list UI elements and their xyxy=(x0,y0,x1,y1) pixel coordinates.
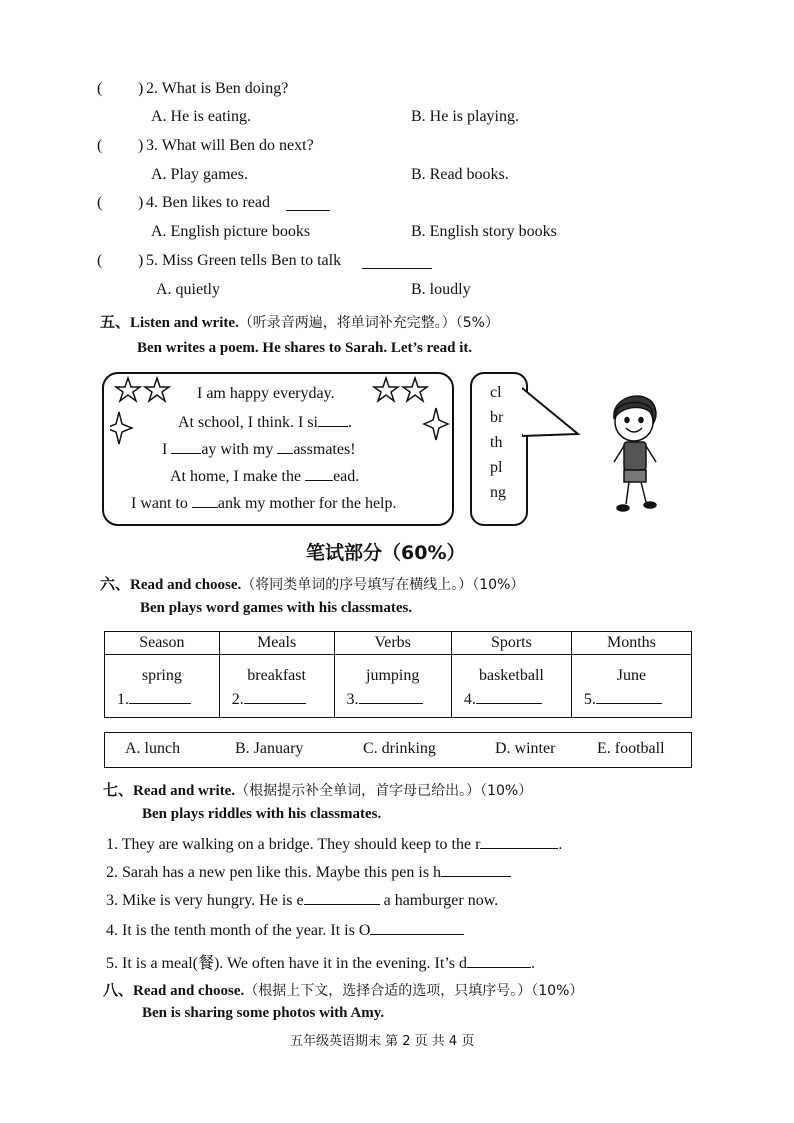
riddle-item: 4. It is the tenth month of the year. It is O xyxy=(106,920,464,940)
word-option: E. football xyxy=(597,740,665,757)
answer-blank[interactable] xyxy=(318,412,348,427)
option-a: A. He is eating. xyxy=(151,108,251,125)
paren-close: ) xyxy=(138,137,144,154)
option-a: A. English picture books xyxy=(151,223,311,240)
poem-line-5: I want to ank my mother for the help. xyxy=(131,495,397,512)
speech-bubble-tail xyxy=(522,380,582,450)
table-row xyxy=(105,655,692,718)
section-6-heading xyxy=(100,573,524,594)
answer-blank[interactable] xyxy=(362,254,432,269)
table-cell xyxy=(105,655,220,718)
answer-blank[interactable] xyxy=(304,890,380,905)
word-option: A. lunch xyxy=(125,740,181,757)
option-b: B. Read books. xyxy=(411,166,509,183)
star-icon xyxy=(374,378,398,401)
answer-slot[interactable]: 2. xyxy=(220,689,334,709)
word-options-box xyxy=(104,732,692,768)
letter-item: th xyxy=(490,434,503,451)
example-word: breakfast xyxy=(247,667,306,684)
riddle-item: 3. Mike is very hungry. He is e a hamburger now. xyxy=(106,892,499,909)
poem-line-4: At home, I make the ead. xyxy=(170,468,360,485)
boy-illustration xyxy=(604,392,666,516)
section-number: 五、 xyxy=(100,313,131,331)
section-instruction: （根据上下文，选择合适的选项，只填序号。）（10%） xyxy=(244,983,584,999)
example-word: basketball xyxy=(478,667,544,684)
column-header: Season xyxy=(105,632,220,655)
sparkle-icon xyxy=(110,412,132,444)
answer-blank[interactable] xyxy=(171,439,201,454)
section-title: Listen and write. xyxy=(130,315,239,331)
letter-item: cl xyxy=(490,384,502,401)
section-5-heading xyxy=(100,311,499,332)
option-a: A. Play games. xyxy=(151,166,248,183)
column-header: Months xyxy=(571,632,691,655)
table-cell xyxy=(334,655,451,718)
riddle-item: 1. They are walking on a bridge. They should keep to the r . xyxy=(106,836,563,853)
option-b: B. loudly xyxy=(411,281,471,298)
paren-close: ) xyxy=(138,194,144,211)
section-instruction: （将同类单词的序号填写在横线上。）（10%） xyxy=(241,577,525,593)
word-option: B. January xyxy=(235,740,304,757)
sparkle-icon xyxy=(424,408,448,440)
answer-blank[interactable] xyxy=(467,953,531,968)
column-header: Verbs xyxy=(334,632,451,655)
column-header: Sports xyxy=(451,632,571,655)
answer-blank[interactable] xyxy=(305,466,333,481)
section-5-intro: Ben writes a poem. He shares to Sarah. Let’s read it. xyxy=(137,340,473,356)
answer-slot[interactable]: 1. xyxy=(105,689,219,709)
star-icon xyxy=(403,378,427,401)
answer-paren: ( xyxy=(97,137,103,154)
answer-slot[interactable]: 5. xyxy=(572,689,691,709)
written-part-header: 笔试部分（60%） xyxy=(306,542,466,564)
example-word: June xyxy=(616,667,647,684)
section-8-heading xyxy=(103,979,583,1000)
section-title: Read and choose. xyxy=(130,577,242,593)
poem-line-3: I ay with my assmates! xyxy=(162,441,356,458)
column-header: Meals xyxy=(219,632,334,655)
poem-line-1: I am happy everyday. xyxy=(197,385,335,402)
example-word: jumping xyxy=(366,667,420,684)
table-cell xyxy=(219,655,334,718)
word-category-table xyxy=(104,631,692,718)
riddle-item: 5. It is a meal(餐). We often have it in the evening. It’s d . xyxy=(106,955,535,972)
table-cell xyxy=(571,655,691,718)
answer-paren: ( xyxy=(97,194,103,211)
poem-line-2: At school, I think. I si . xyxy=(178,414,352,431)
paren-close: ) xyxy=(138,252,144,269)
answer-slot[interactable]: 3. xyxy=(335,689,451,709)
answer-blank[interactable] xyxy=(286,196,330,211)
letter-item: pl xyxy=(490,459,503,476)
question-text: 4. Ben likes to read xyxy=(146,194,270,211)
option-b: B. He is playing. xyxy=(411,108,519,125)
question-text: 2. What is Ben doing? xyxy=(146,80,289,97)
star-icon xyxy=(116,378,140,401)
answer-blank[interactable] xyxy=(441,862,511,877)
answer-paren: ( xyxy=(97,80,103,97)
section-7-heading xyxy=(103,779,532,800)
star-icon xyxy=(145,378,169,401)
table-header-row xyxy=(105,632,692,655)
answer-blank[interactable] xyxy=(192,493,218,508)
option-b: B. English story books xyxy=(411,223,557,240)
section-instruction: （根据提示补全单词，首字母已给出。）（10%） xyxy=(235,783,533,799)
riddle-item: 2. Sarah has a new pen like this. Maybe this pen is h xyxy=(106,862,511,882)
letter-item: br xyxy=(490,409,504,426)
answer-slot[interactable]: 4. xyxy=(452,689,571,709)
example-word: spring xyxy=(141,667,182,684)
question-text: 3. What will Ben do next? xyxy=(146,137,314,154)
table-cell xyxy=(451,655,571,718)
section-title: Read and write. xyxy=(133,783,236,799)
answer-blank[interactable] xyxy=(277,439,293,454)
section-title: Read and choose. xyxy=(133,983,245,999)
section-8-intro: Ben is sharing some photos with Amy. xyxy=(142,1005,385,1021)
word-option: D. winter xyxy=(495,740,556,757)
answer-blank[interactable] xyxy=(370,920,464,935)
question-text: 5. Miss Green tells Ben to talk xyxy=(146,252,342,269)
paren-close: ) xyxy=(138,80,144,97)
page-footer: 五年级英语期末 第 2 页 共 4 页 xyxy=(290,1034,475,1049)
section-instruction: （听录音两遍，将单词补充完整。）（5%） xyxy=(238,315,499,331)
section-number: 七、 xyxy=(103,781,134,799)
letter-item: ng xyxy=(490,484,506,501)
section-number: 八、 xyxy=(103,981,134,999)
section-7-intro: Ben plays riddles with his classmates. xyxy=(142,806,382,822)
section-number: 六、 xyxy=(100,575,131,593)
option-a: A. quietly xyxy=(156,281,220,298)
answer-blank[interactable] xyxy=(480,834,558,849)
answer-paren: ( xyxy=(97,252,103,269)
word-option: C. drinking xyxy=(363,740,436,757)
section-6-intro: Ben plays word games with his classmates. xyxy=(140,600,413,616)
